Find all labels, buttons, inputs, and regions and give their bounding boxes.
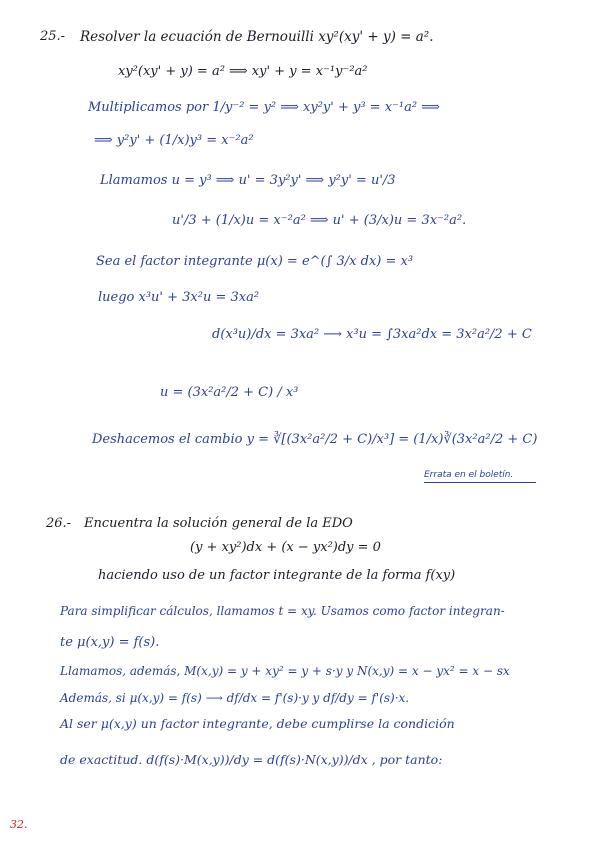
problem-26-statement: Encuentra la solución general de la EDO [84,516,353,531]
p26-line-3: te μ(x,y) = f(s). [60,635,160,650]
p26-line-1: haciendo uso de un factor integrante de la forma f(xy) [98,568,456,583]
p25-line-2: Multiplicamos por 1/y⁻² = y² ⟹ xy²y' + y³ = x⁻¹a² ⟹ [88,100,440,115]
problem-25-statement: Resolver la ecuación de Bernouilli xy²(xy' + y) = a². [80,29,434,45]
page-number: 32. [10,818,28,831]
p26-line-2: Para simplificar cálculos, llamamos t = xy. Usamos como factor integran- [60,604,505,618]
p25-line-10: Deshacemos el cambio y = ∛[(3x²a²/2 + C)/x³] = (1/x)∛(3x²a²/2 + C) [92,432,538,447]
p26-line-5: Además, si μ(x,y) = f(s) ⟶ df/dx = f'(s)·y y df/dy = f'(s)·x. [60,691,410,705]
p25-line-4: Llamamos u = y³ ⟹ u' = 3y²y' ⟹ y²y' = u'/3 [100,173,396,188]
p26-line-6: Al ser μ(x,y) un factor integrante, debe cumplirse la condición [60,716,455,731]
p25-line-9: u = (3x²a²/2 + C) / x³ [160,385,299,400]
problem-26-number: 26.- [46,516,72,531]
p26-line-7: de exactitud. d(f(s)·M(x,y))/dy = d(f(s)·N(x,y))/dx , por tanto: [60,752,443,767]
p26-line-4: Llamamos, además, M(x,y) = y + xy² = y + s·y y N(x,y) = x − yx² = x − sx [60,664,510,678]
errata-underline [424,482,536,483]
p25-line-5: u'/3 + (1/x)u = x⁻²a² ⟹ u' + (3/x)u = 3x⁻²a². [172,213,467,228]
p25-line-3: ⟹ y²y' + (1/x)y³ = x⁻²a² [94,133,254,148]
p25-line-1: xy²(xy' + y) = a² ⟹ xy' + y = x⁻¹y⁻²a² [118,64,368,79]
p25-line-6: Sea el factor integrante μ(x) = e^(∫ 3/x dx) = x³ [96,254,414,269]
p25-line-8: d(x³u)/dx = 3xa² ⟶ x³u = ∫3xa²dx = 3x²a²/2 + C [212,327,532,342]
errata-note: Errata en el boletín. [424,470,514,480]
problem-26-equation: (y + xy²)dx + (x − yx²)dy = 0 [190,540,381,555]
problem-25-number: 25.- [40,29,66,44]
p25-line-7: luego x³u' + 3x²u = 3xa² [98,290,260,305]
